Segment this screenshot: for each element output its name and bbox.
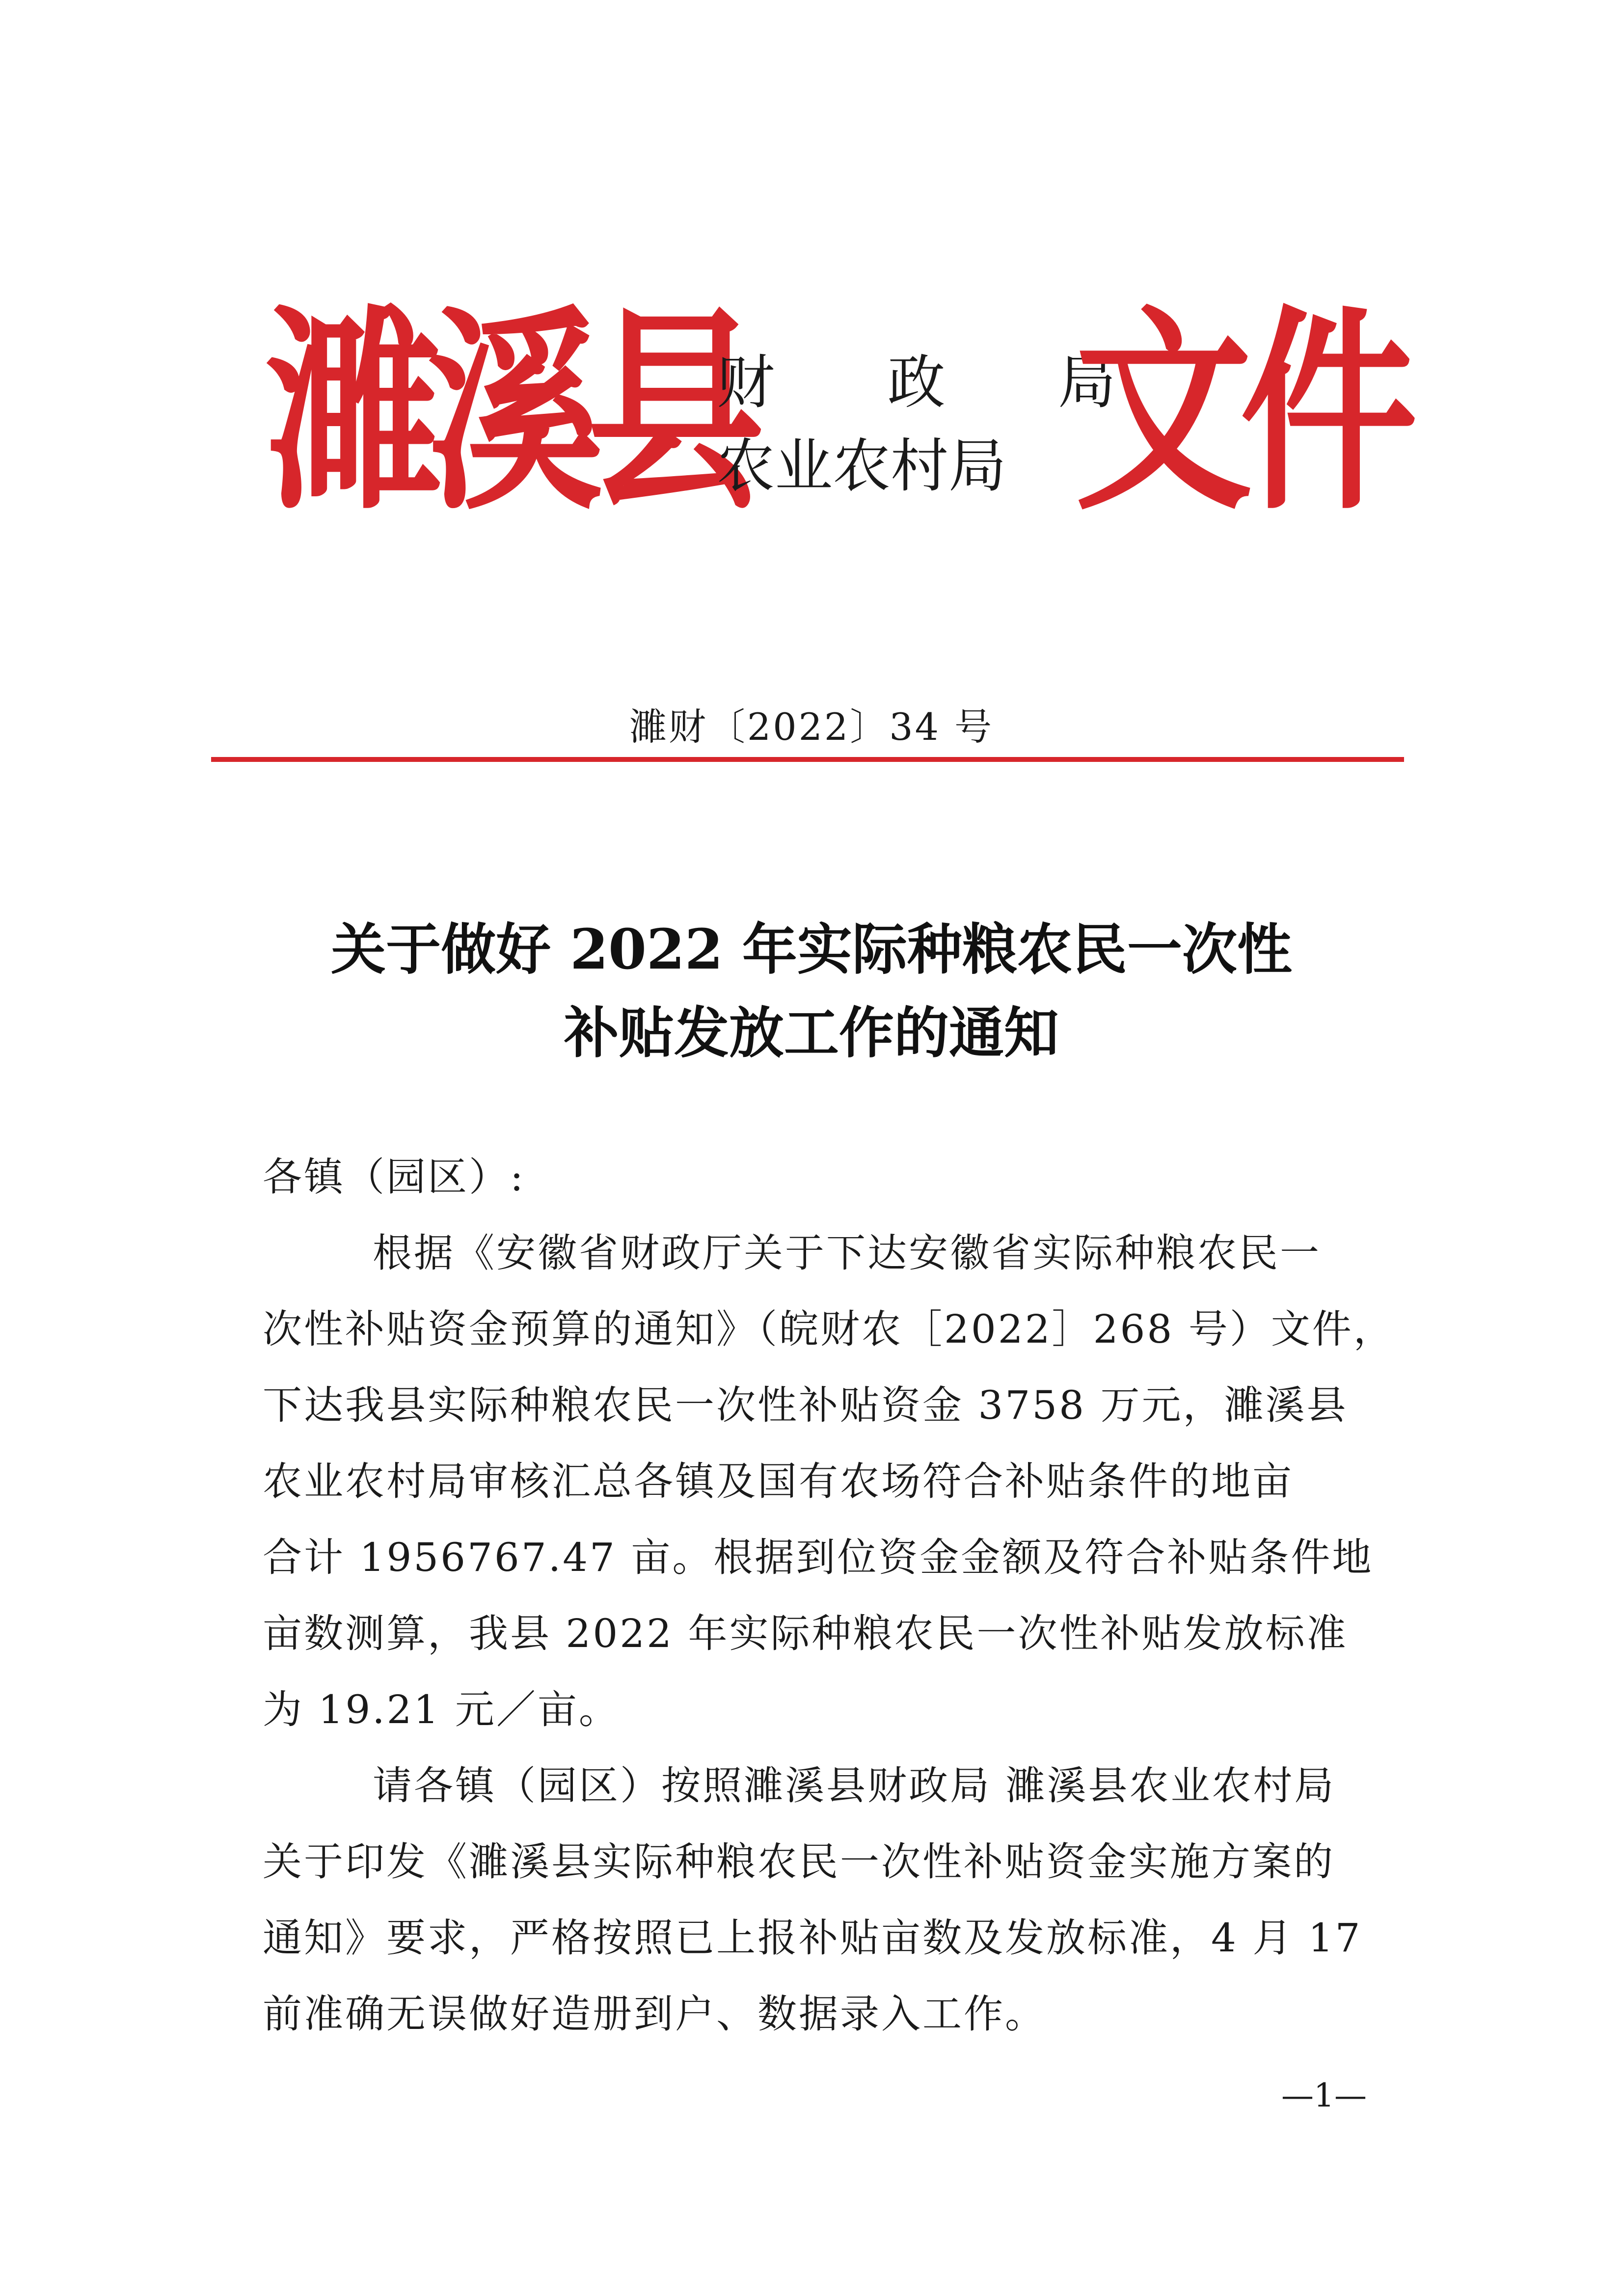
document-body xyxy=(263,1139,1395,2052)
page-number: —1— xyxy=(1281,2077,1367,2114)
paragraph-line: 通知》要求，严格按照已上报补贴亩数及发放标准，4 月 17 xyxy=(263,1915,1362,1961)
document-number: 濉财〔2022〕34 号 xyxy=(629,705,994,749)
paragraph-2 xyxy=(263,1748,1362,2052)
paragraph-line: 为 19.21 元／亩。 xyxy=(263,1687,620,1732)
paragraph-line: 农业农村局审核汇总各镇及国有农场符合补贴条件的地亩 xyxy=(263,1459,1294,1504)
red-separator-line xyxy=(211,757,1404,762)
paragraph-line: 根据《安徽省财政厅关于下达安徽省实际种粮农民一 xyxy=(373,1230,1321,1276)
paragraph-line: 前准确无误做好造册到户、数据录入工作。 xyxy=(263,1991,1046,2037)
masthead-org-finance: 财 政 局 xyxy=(717,349,1163,416)
masthead-county: 濉溪县 xyxy=(265,285,748,539)
paragraph-line: 亩数测算，我县 2022 年实际种粮农民一次性补贴发放标准 xyxy=(263,1611,1348,1656)
paragraph-1 xyxy=(263,1215,1395,1748)
red-masthead xyxy=(265,285,1406,550)
paragraph-line: 关于印发《濉溪县实际种粮农民一次性补贴资金实施方案的 xyxy=(263,1839,1335,1885)
paragraph-line: 合计 1956767.47 亩。根据到位资金金额及符合补贴条件地 xyxy=(263,1535,1374,1580)
title-line-1: 关于做好 2022 年实际种粮农民一次性 xyxy=(331,918,1292,982)
masthead-org-agriculture: 农业农村局 xyxy=(717,432,1007,500)
masthead-suffix: 文件 xyxy=(1075,285,1406,539)
salutation: 各镇（园区）: xyxy=(263,1154,525,1200)
paragraph-line: 请各镇（园区）按照濉溪县财政局 濉溪县农业农村局 xyxy=(373,1763,1336,1809)
title-line-2: 补贴发放工作的通知 xyxy=(564,1001,1059,1065)
masthead-issuing-orgs xyxy=(717,349,1163,520)
document-title xyxy=(0,908,1623,1075)
paragraph-line: 次性补贴资金预算的通知》（皖财农［2022］268 号）文件， xyxy=(263,1306,1395,1352)
paragraph-line: 下达我县实际种粮农民一次性补贴资金 3758 万元，濉溪县 xyxy=(263,1382,1348,1428)
